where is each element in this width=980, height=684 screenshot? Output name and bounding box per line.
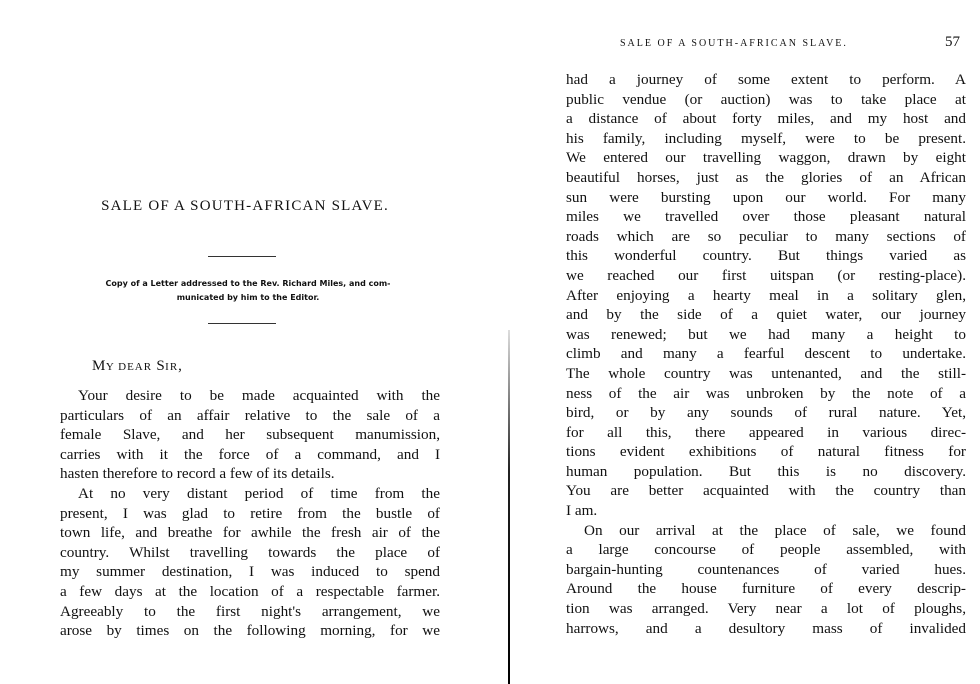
text-line: arose by times on the following morning, for we [60,622,440,640]
text-line: had a journey of some extent to perform. A [566,71,966,88]
text-line: harrows, and a desultory mass of invalided [566,619,966,637]
page-number: 57 [945,34,960,50]
article-title: SALE OF A SOUTH-AFRICAN SLAVE. [101,198,389,214]
text-line: was renewed; but we had many a height to [566,325,966,343]
text-line: bird, or by any sounds of rural nature. Yet, [566,404,966,422]
text-line: miles we travelled over those pleasant natural [566,208,966,226]
salutation [92,358,182,375]
title-rule-top [208,256,276,257]
text-line: present, I was glad to retire from the bustle of [60,504,440,522]
text-line: On our arrival at the place of sale, we found [584,521,966,539]
text-line: sun were bursting upon our world. For many [566,188,966,206]
text-line: Agreeably to the first night's arrangement, we [60,602,440,620]
text-line: and by the side of a quiet water, our journey [566,306,966,324]
text-line: You are better acquainted with the country than [566,482,966,500]
title-rule-bottom [208,323,276,324]
text-line: The whole country was untenanted, and the still- [566,364,966,382]
text-line: we reached our first uitspan (or resting-place). [566,266,966,284]
text-line: his family, including myself, were to be present. [566,129,966,147]
text-line: We entered our travelling waggon, drawn by eight [566,149,966,167]
text-line: ness of the air was unbroken by the note of a [566,384,966,402]
text-line: carries with it the force of a command, and I [60,445,440,463]
text-line: particulars of an affair relative to the sale of a [60,406,440,424]
text-line: Around the house furniture of every descrip- [566,580,966,598]
editorial-note [48,277,448,305]
salutation-part: Y DEAR [105,361,153,373]
text-line: I am. [566,502,598,520]
right-page [500,0,980,684]
text-line: this wonderful country. But things varied as [566,247,966,265]
text-line: beautiful horses, just as the glories of an African [566,168,966,186]
text-line: my summer destination, I was induced to spend [60,563,440,581]
text-line: public vendue (or auction) was to take place at [566,90,966,108]
salutation-part: S [152,358,166,374]
left-body-text [60,386,440,641]
text-line: a distance of about forty miles, and my host and [566,110,966,128]
salutation-part: , [178,358,183,374]
text-line: a few days at the location of a respectable farmer. [60,582,440,600]
text-line: female Slave, and her subsequent manumission, [60,426,440,444]
text-line: At no very distant period of time from the [78,484,440,502]
right-body-text [566,70,966,638]
text-line: country. Whilst travelling towards the place of [60,543,440,561]
text-line: Your desire to be made acquainted with the [78,387,440,404]
text-line: After enjoying a hearty meal in a solitary glen, [566,286,966,304]
text-line: hasten therefore to record a few of its details. [60,465,335,483]
text-line: tions evident exhibitions of natural fitness for [566,443,966,461]
salutation-part: IR [165,361,179,373]
text-line: tion was arranged. Very near a lot of ploughs, [566,600,966,618]
text-line: town life, and breathe for awhile the fresh air of the [60,524,440,542]
text-line: human population. But this is no discovery. [566,462,966,480]
text-line: a large concourse of people assembled, with [566,541,966,559]
note-line: Copy of a Letter addressed to the Rev. Richard Miles, and com- [105,279,391,288]
running-head-title: SALE OF A SOUTH-AFRICAN SLAVE. [620,38,848,49]
note-line: municated by him to the Editor. [176,293,320,302]
text-line: roads which are so peculiar to many sections of [566,227,966,245]
text-line: for all this, there appeared in various direc- [566,423,966,441]
text-line: climb and many a fearful descent to undertake. [566,345,966,363]
salutation-part: M [92,358,106,374]
text-line: bargain-hunting countenances of varied hues. [566,560,966,578]
